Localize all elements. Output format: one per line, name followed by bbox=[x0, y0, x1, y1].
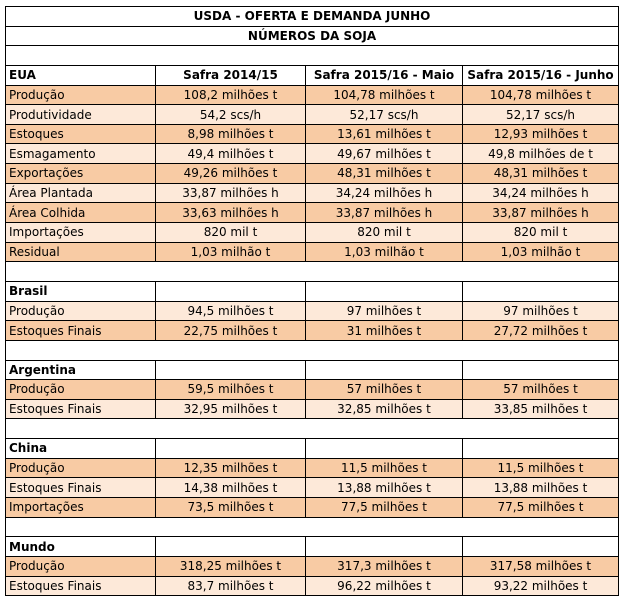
value-cell: 83,7 milhões t bbox=[156, 576, 306, 596]
empty-cell bbox=[463, 439, 619, 459]
value-cell: 12,35 milhões t bbox=[156, 458, 306, 478]
value-cell: 33,85 milhões t bbox=[463, 399, 619, 419]
row-label: Área Colhida bbox=[6, 203, 156, 223]
row-label: Produção bbox=[6, 458, 156, 478]
row-label: Produção bbox=[6, 380, 156, 400]
empty-cell bbox=[306, 281, 463, 301]
value-cell: 96,22 milhões t bbox=[306, 576, 463, 596]
empty-cell bbox=[306, 360, 463, 380]
spacer-cell bbox=[6, 419, 619, 439]
section-name: Brasil bbox=[6, 281, 156, 301]
empty-cell bbox=[156, 439, 306, 459]
value-cell: 57 milhões t bbox=[306, 380, 463, 400]
section-name: China bbox=[6, 439, 156, 459]
table-title: USDA - OFERTA E DEMANDA JUNHO bbox=[6, 7, 619, 27]
spacer-cell bbox=[6, 262, 619, 282]
section-header-row bbox=[6, 360, 619, 380]
spacer-row bbox=[6, 46, 619, 66]
row-label: Residual bbox=[6, 242, 156, 262]
value-cell: 317,3 milhões t bbox=[306, 556, 463, 576]
table-row bbox=[6, 576, 619, 596]
value-cell: 93,22 milhões t bbox=[463, 576, 619, 596]
row-label: Importações bbox=[6, 498, 156, 518]
table-row bbox=[6, 242, 619, 262]
value-cell: 820 mil t bbox=[156, 223, 306, 243]
value-cell: 33,63 milhões h bbox=[156, 203, 306, 223]
value-cell: 49,4 milhões t bbox=[156, 144, 306, 164]
spacer-row bbox=[6, 262, 619, 282]
value-cell: 77,5 milhões t bbox=[463, 498, 619, 518]
table-row bbox=[6, 478, 619, 498]
value-cell: 8,98 milhões t bbox=[156, 124, 306, 144]
row-label: Exportações bbox=[6, 164, 156, 184]
value-cell: 1,03 milhão t bbox=[156, 242, 306, 262]
empty-cell bbox=[156, 281, 306, 301]
title-row bbox=[6, 7, 619, 27]
row-label: Área Plantada bbox=[6, 183, 156, 203]
soy-supply-demand-table bbox=[5, 6, 619, 596]
row-label: Produção bbox=[6, 301, 156, 321]
value-cell: 317,58 milhões t bbox=[463, 556, 619, 576]
value-cell: 104,78 milhões t bbox=[306, 85, 463, 105]
value-cell: 97 milhões t bbox=[306, 301, 463, 321]
row-label: Estoques Finais bbox=[6, 321, 156, 341]
spacer-cell bbox=[6, 517, 619, 537]
value-cell: 48,31 milhões t bbox=[306, 164, 463, 184]
value-cell: 49,8 milhões de t bbox=[463, 144, 619, 164]
table-subtitle: NÚMEROS DA SOJA bbox=[6, 26, 619, 46]
subtitle-row bbox=[6, 26, 619, 46]
value-cell: 11,5 milhões t bbox=[306, 458, 463, 478]
spacer-row bbox=[6, 340, 619, 360]
section-header-row bbox=[6, 439, 619, 459]
table-row bbox=[6, 498, 619, 518]
table-row bbox=[6, 458, 619, 478]
value-cell: 33,87 milhões h bbox=[156, 183, 306, 203]
value-cell: 31 milhões t bbox=[306, 321, 463, 341]
empty-cell bbox=[156, 537, 306, 557]
value-cell: 49,67 milhões t bbox=[306, 144, 463, 164]
value-cell: 77,5 milhões t bbox=[306, 498, 463, 518]
row-label: Estoques Finais bbox=[6, 399, 156, 419]
value-cell: 33,87 milhões h bbox=[463, 203, 619, 223]
value-cell: 27,72 milhões t bbox=[463, 321, 619, 341]
value-cell: 97 milhões t bbox=[463, 301, 619, 321]
value-cell: 32,85 milhões t bbox=[306, 399, 463, 419]
value-cell: 33,87 milhões h bbox=[306, 203, 463, 223]
section-name: Mundo bbox=[6, 537, 156, 557]
spacer-cell bbox=[6, 340, 619, 360]
table-row bbox=[6, 203, 619, 223]
value-cell: 54,2 scs/h bbox=[156, 105, 306, 125]
spacer-row bbox=[6, 517, 619, 537]
value-cell: 12,93 milhões t bbox=[463, 124, 619, 144]
value-cell: 52,17 scs/h bbox=[463, 105, 619, 125]
value-cell: 104,78 milhões t bbox=[463, 85, 619, 105]
value-cell: 11,5 milhões t bbox=[463, 458, 619, 478]
empty-cell bbox=[156, 360, 306, 380]
value-cell: 34,24 milhões h bbox=[463, 183, 619, 203]
value-cell: 1,03 milhão t bbox=[306, 242, 463, 262]
value-cell: 34,24 milhões h bbox=[306, 183, 463, 203]
row-label: Importações bbox=[6, 223, 156, 243]
value-cell: 22,75 milhões t bbox=[156, 321, 306, 341]
value-cell: 1,03 milhão t bbox=[463, 242, 619, 262]
row-label: Produção bbox=[6, 556, 156, 576]
empty-cell bbox=[463, 537, 619, 557]
table-row bbox=[6, 124, 619, 144]
table-row bbox=[6, 556, 619, 576]
value-cell: 94,5 milhões t bbox=[156, 301, 306, 321]
value-cell: 57 milhões t bbox=[463, 380, 619, 400]
table-row bbox=[6, 301, 619, 321]
empty-cell bbox=[306, 537, 463, 557]
empty-cell bbox=[306, 439, 463, 459]
empty-cell bbox=[463, 281, 619, 301]
value-cell: 820 mil t bbox=[463, 223, 619, 243]
section-header-row bbox=[6, 281, 619, 301]
spacer-row bbox=[6, 419, 619, 439]
row-label: Produtividade bbox=[6, 105, 156, 125]
section-header-row bbox=[6, 65, 619, 85]
value-cell: 14,38 milhões t bbox=[156, 478, 306, 498]
table-row bbox=[6, 321, 619, 341]
row-label: Esmagamento bbox=[6, 144, 156, 164]
table-row bbox=[6, 183, 619, 203]
spacer-cell bbox=[6, 46, 619, 66]
row-label: Produção bbox=[6, 85, 156, 105]
value-cell: 59,5 milhões t bbox=[156, 380, 306, 400]
table-row bbox=[6, 105, 619, 125]
table-row bbox=[6, 380, 619, 400]
value-cell: 13,61 milhões t bbox=[306, 124, 463, 144]
value-cell: 13,88 milhões t bbox=[306, 478, 463, 498]
table-row bbox=[6, 399, 619, 419]
row-label: Estoques Finais bbox=[6, 576, 156, 596]
column-header: Safra 2015/16 - Maio bbox=[306, 65, 463, 85]
table-row bbox=[6, 223, 619, 243]
table-row bbox=[6, 164, 619, 184]
value-cell: 13,88 milhões t bbox=[463, 478, 619, 498]
row-label: Estoques Finais bbox=[6, 478, 156, 498]
table-row bbox=[6, 144, 619, 164]
value-cell: 108,2 milhões t bbox=[156, 85, 306, 105]
value-cell: 32,95 milhões t bbox=[156, 399, 306, 419]
empty-cell bbox=[463, 360, 619, 380]
column-header: Safra 2014/15 bbox=[156, 65, 306, 85]
value-cell: 49,26 milhões t bbox=[156, 164, 306, 184]
value-cell: 318,25 milhões t bbox=[156, 556, 306, 576]
section-name: Argentina bbox=[6, 360, 156, 380]
section-name: EUA bbox=[6, 65, 156, 85]
table-row bbox=[6, 85, 619, 105]
value-cell: 73,5 milhões t bbox=[156, 498, 306, 518]
row-label: Estoques bbox=[6, 124, 156, 144]
value-cell: 48,31 milhões t bbox=[463, 164, 619, 184]
section-header-row bbox=[6, 537, 619, 557]
value-cell: 820 mil t bbox=[306, 223, 463, 243]
column-header: Safra 2015/16 - Junho bbox=[463, 65, 619, 85]
value-cell: 52,17 scs/h bbox=[306, 105, 463, 125]
